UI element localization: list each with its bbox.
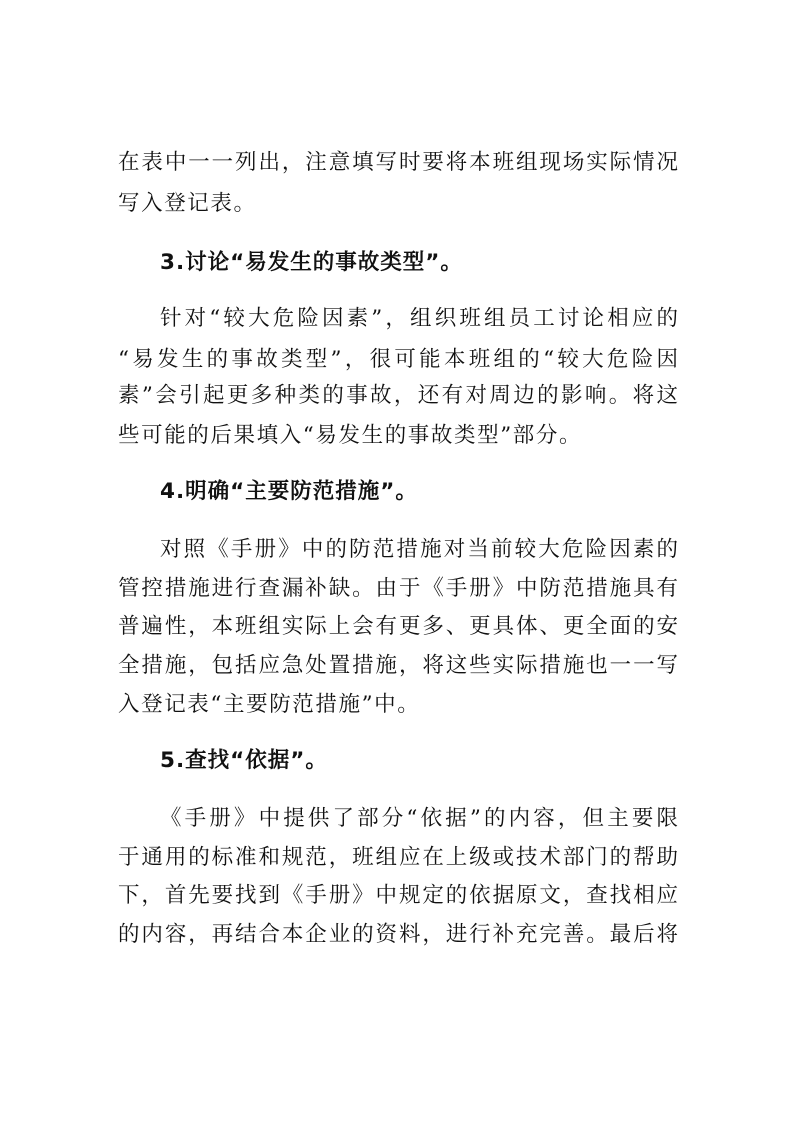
section-heading-3: 3.讨论“易发生的事故类型”。 [160,250,463,275]
paragraph-line: 管控措施进行查漏补缺。由于《手册》中防范措施具有 [118,576,678,601]
paragraph-line: 全措施，包括应急处置措施，将这些实际措施也一一写 [118,653,678,678]
paragraph-line: 素”会引起更多种类的事故，还有对周边的影响。将这 [118,383,678,408]
paragraph-line: 写入登记表。 [118,191,257,216]
paragraph-line: 下，首先要找到《手册》中规定的依据原文，查找相应 [118,883,678,908]
paragraph-line: 对照《手册》中的防范措施对当前较大危险因素的 [160,537,678,562]
paragraph-line: 于通用的标准和规范，班组应在上级或技术部门的帮助 [118,845,678,870]
paragraph-line: “易发生的事故类型”，很可能本班组的“较大危险因 [118,347,678,372]
paragraph-line: 针对“较大危险因素”，组织班组员工讨论相应的 [160,306,678,331]
paragraph-line: 在表中一一列出，注意填写时要将本班组现场实际情况 [118,150,678,175]
paragraph-line: 普遍性，本班组实际上会有更多、更具体、更全面的安 [118,614,678,639]
paragraph-line: 些可能的后果填入“易发生的事故类型”部分。 [118,423,583,448]
paragraph-line: 的内容，再结合本企业的资料，进行补充完善。最后将 [118,922,678,947]
section-heading-4: 4.明确“主要防范措施”。 [160,479,418,504]
paragraph-line: 《手册》中提供了部分“依据”的内容，但主要限 [160,806,678,831]
paragraph-line: 入登记表“主要防范措施”中。 [118,692,421,717]
section-heading-5: 5.查找“依据”。 [160,748,328,773]
